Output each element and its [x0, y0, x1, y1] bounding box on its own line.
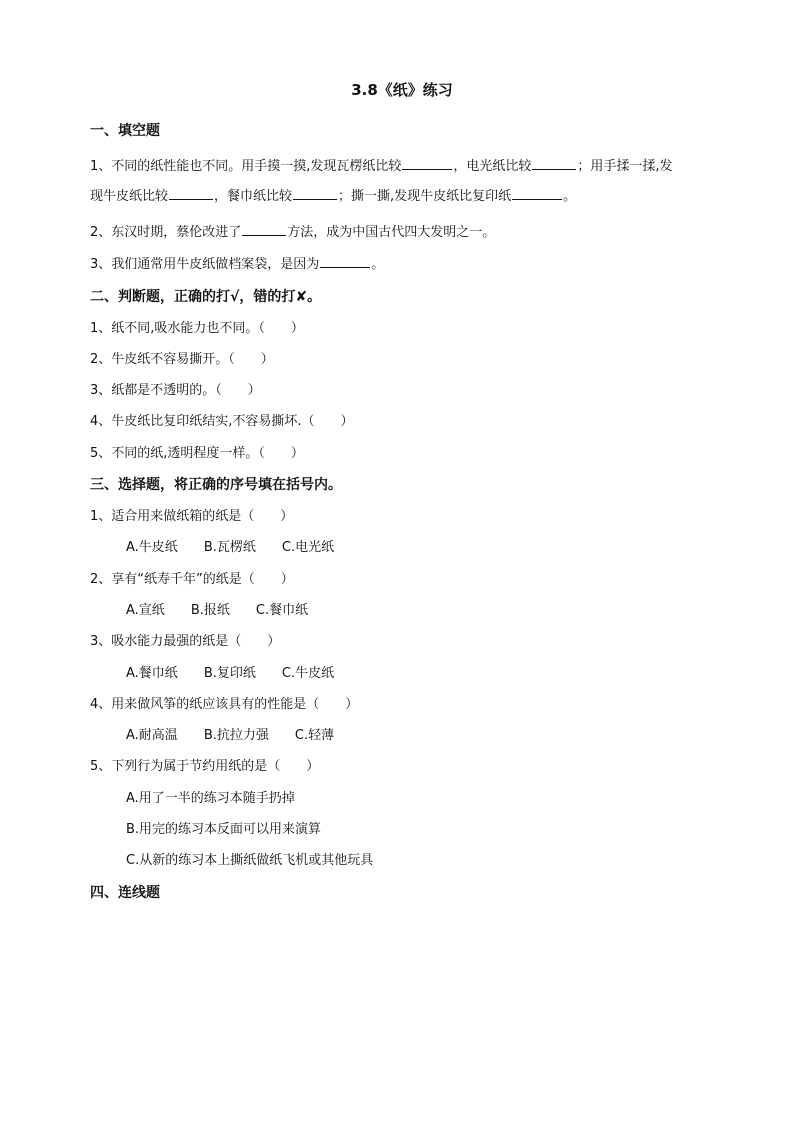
fill-q1-text-6: ；撕一撕,发现牛皮纸比复印纸: [338, 189, 512, 204]
fill-q1-text-1: 1、不同的纸性能也不同。用手摸一摸,发现瓦楞纸比较: [90, 159, 402, 174]
fill-q1-text-3: ；用手揉一揉,发: [577, 159, 673, 174]
choice-question-3: 3、吸水能力最强的纸是（ ）: [90, 634, 281, 650]
choice-q4-options: [126, 725, 714, 747]
choice-question-4: 4、用来做风筝的纸应该具有的性能是（ ）: [90, 696, 359, 712]
choice-option: C.电光纸: [281, 540, 335, 556]
fill-question-2: [90, 221, 714, 244]
choice-option: B.用完的练习本反面可以用来演算: [126, 822, 322, 838]
choice-option: B.抗拉力强: [203, 728, 269, 744]
true-false-item: 4、牛皮纸比复印纸结实,不容易撕坏.（ ）: [90, 414, 354, 430]
answer-blank[interactable]: [532, 155, 576, 170]
section-fill-in-heading: 一、填空题: [90, 123, 160, 139]
choice-question-5: 5、下列行为属于节约用纸的是（ ）: [90, 759, 320, 775]
fill-question-1: [90, 152, 714, 212]
choice-option: A.牛皮纸: [126, 540, 178, 556]
choice-option: B.瓦楞纸: [203, 540, 256, 556]
choice-option: C.轻薄: [294, 728, 335, 744]
choice-option: A.用了一半的练习本随手扔掉: [126, 790, 295, 806]
answer-blank[interactable]: [320, 253, 370, 268]
true-false-item: 3、纸都是不透明的。（ ）: [90, 383, 261, 399]
choice-q3-options: [126, 663, 714, 685]
choice-option: C.餐巾纸: [255, 602, 309, 618]
section-multiple-choice-heading: 三、选择题，将正确的序号填在括号内。: [90, 477, 342, 494]
section-matching-heading: 四、连线题: [90, 884, 160, 901]
fill-q1-text-2: ，电光纸比较: [453, 159, 532, 174]
answer-blank[interactable]: [293, 185, 337, 200]
choice-option: A.宣纸: [126, 602, 165, 618]
fill-q2-text-1: 2、东汉时期，蔡伦改进了: [90, 225, 242, 240]
choice-option: A.耐高温: [126, 728, 178, 744]
fill-q1-text-4: 现牛皮纸比较: [90, 189, 169, 204]
page-title: 3.8《纸》练习: [351, 81, 453, 99]
fill-q2-text-2: 方法，成为中国古代四大发明之一。: [287, 225, 496, 240]
fill-question-3: [90, 253, 714, 276]
fill-q1-text-5: ，餐巾纸比较: [214, 189, 293, 204]
choice-option: C.从新的练习本上撕纸做纸飞机或其他玩具: [126, 853, 374, 869]
true-false-item: 1、纸不同,吸水能力也不同。（ ）: [90, 320, 304, 336]
answer-blank[interactable]: [169, 185, 213, 200]
true-false-item: 2、牛皮纸不容易撕开。（ ）: [90, 351, 274, 367]
choice-q1-options: [126, 537, 714, 559]
fill-q3-text-2: 。: [371, 257, 385, 273]
choice-option: B.复印纸: [203, 665, 256, 681]
answer-blank[interactable]: [512, 185, 562, 200]
answer-blank[interactable]: [242, 221, 286, 236]
choice-option: A.餐巾纸: [126, 665, 178, 681]
choice-option: B.报纸: [190, 602, 230, 618]
choice-question-1: 1、适合用来做纸箱的纸是（ ）: [90, 509, 294, 525]
choice-option: C.牛皮纸: [281, 665, 335, 681]
fill-q3-text-1: 3、我们通常用牛皮纸做档案袋，是因为: [90, 257, 320, 273]
fill-q1-text-7: 。: [563, 189, 577, 204]
true-false-item: 5、不同的纸,透明程度一样。（ ）: [90, 445, 304, 461]
choice-question-2: 2、享有“纸寿千年”的纸是（ ）: [90, 571, 294, 587]
answer-blank[interactable]: [402, 155, 452, 170]
choice-q2-options: [126, 600, 714, 622]
section-true-false-heading: 二、判断题，正确的打√，错的打✘。: [90, 288, 322, 305]
